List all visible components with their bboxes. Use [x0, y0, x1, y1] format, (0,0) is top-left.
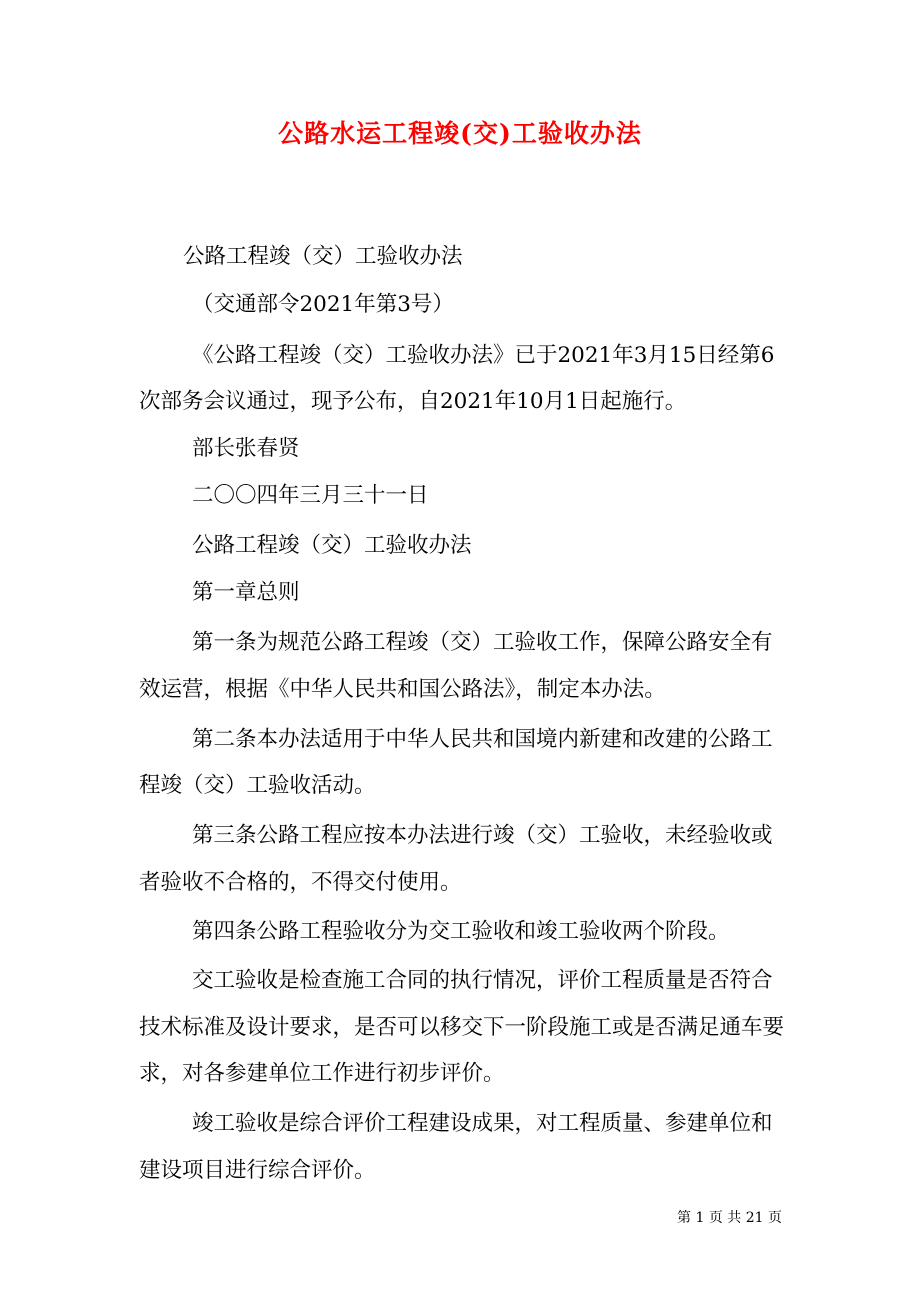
paragraph-line: 第二条本办法适用于中华人民共和国境内新建和改建的公路工 — [192, 727, 773, 752]
paragraph-line: 《公路工程竣（交）工验收办法》已于2021年3月15日经第6 — [192, 343, 775, 368]
paragraph-line: 第一条为规范公路工程竣（交）工验收工作，保障公路安全有 — [192, 630, 773, 655]
paragraph-line: 程竣（交）工验收活动。 — [139, 773, 376, 798]
paragraph-line: 公路工程竣（交）工验收办法 — [183, 244, 463, 269]
document-title: 公路水运工程竣(交)工验收办法 — [278, 119, 642, 148]
paragraph-line: 部长张春贤 — [192, 436, 300, 461]
paragraph-line: 第四条公路工程验收分为交工验收和竣工验收两个阶段。 — [192, 919, 730, 944]
paragraph-line: 交工验收是检查施工合同的执行情况，评价工程质量是否符合 — [192, 968, 773, 993]
paragraph-line: 效运营，根据《中华人民共和国公路法》，制定本办法。 — [139, 677, 666, 702]
paragraph-line: （交通部令2021年第3号） — [192, 292, 454, 317]
paragraph-line: 求，对各参建单位工作进行初步评价。 — [139, 1061, 505, 1086]
paragraph-line: 者验收不合格的，不得交付使用。 — [139, 870, 462, 895]
paragraph-line: 公路工程竣（交）工验收办法 — [192, 533, 472, 558]
paragraph-line: 次部务会议通过，现予公布，自2021年10月1日起施行。 — [139, 389, 687, 414]
page-number-footer: 第 1 页 共 21 页 — [677, 1210, 782, 1226]
paragraph-line: 技术标准及设计要求，是否可以移交下一阶段施工或是否满足通车要 — [139, 1015, 785, 1040]
paragraph-line: 二〇〇四年三月三十一日 — [192, 483, 429, 508]
paragraph-line: 第一章总则 — [192, 580, 300, 605]
paragraph-line: 建设项目进行综合评价。 — [139, 1158, 376, 1183]
paragraph-line: 竣工验收是综合评价工程建设成果，对工程质量、参建单位和 — [192, 1111, 773, 1136]
paragraph-line: 第三条公路工程应按本办法进行竣（交）工验收，未经验收或 — [192, 823, 773, 848]
